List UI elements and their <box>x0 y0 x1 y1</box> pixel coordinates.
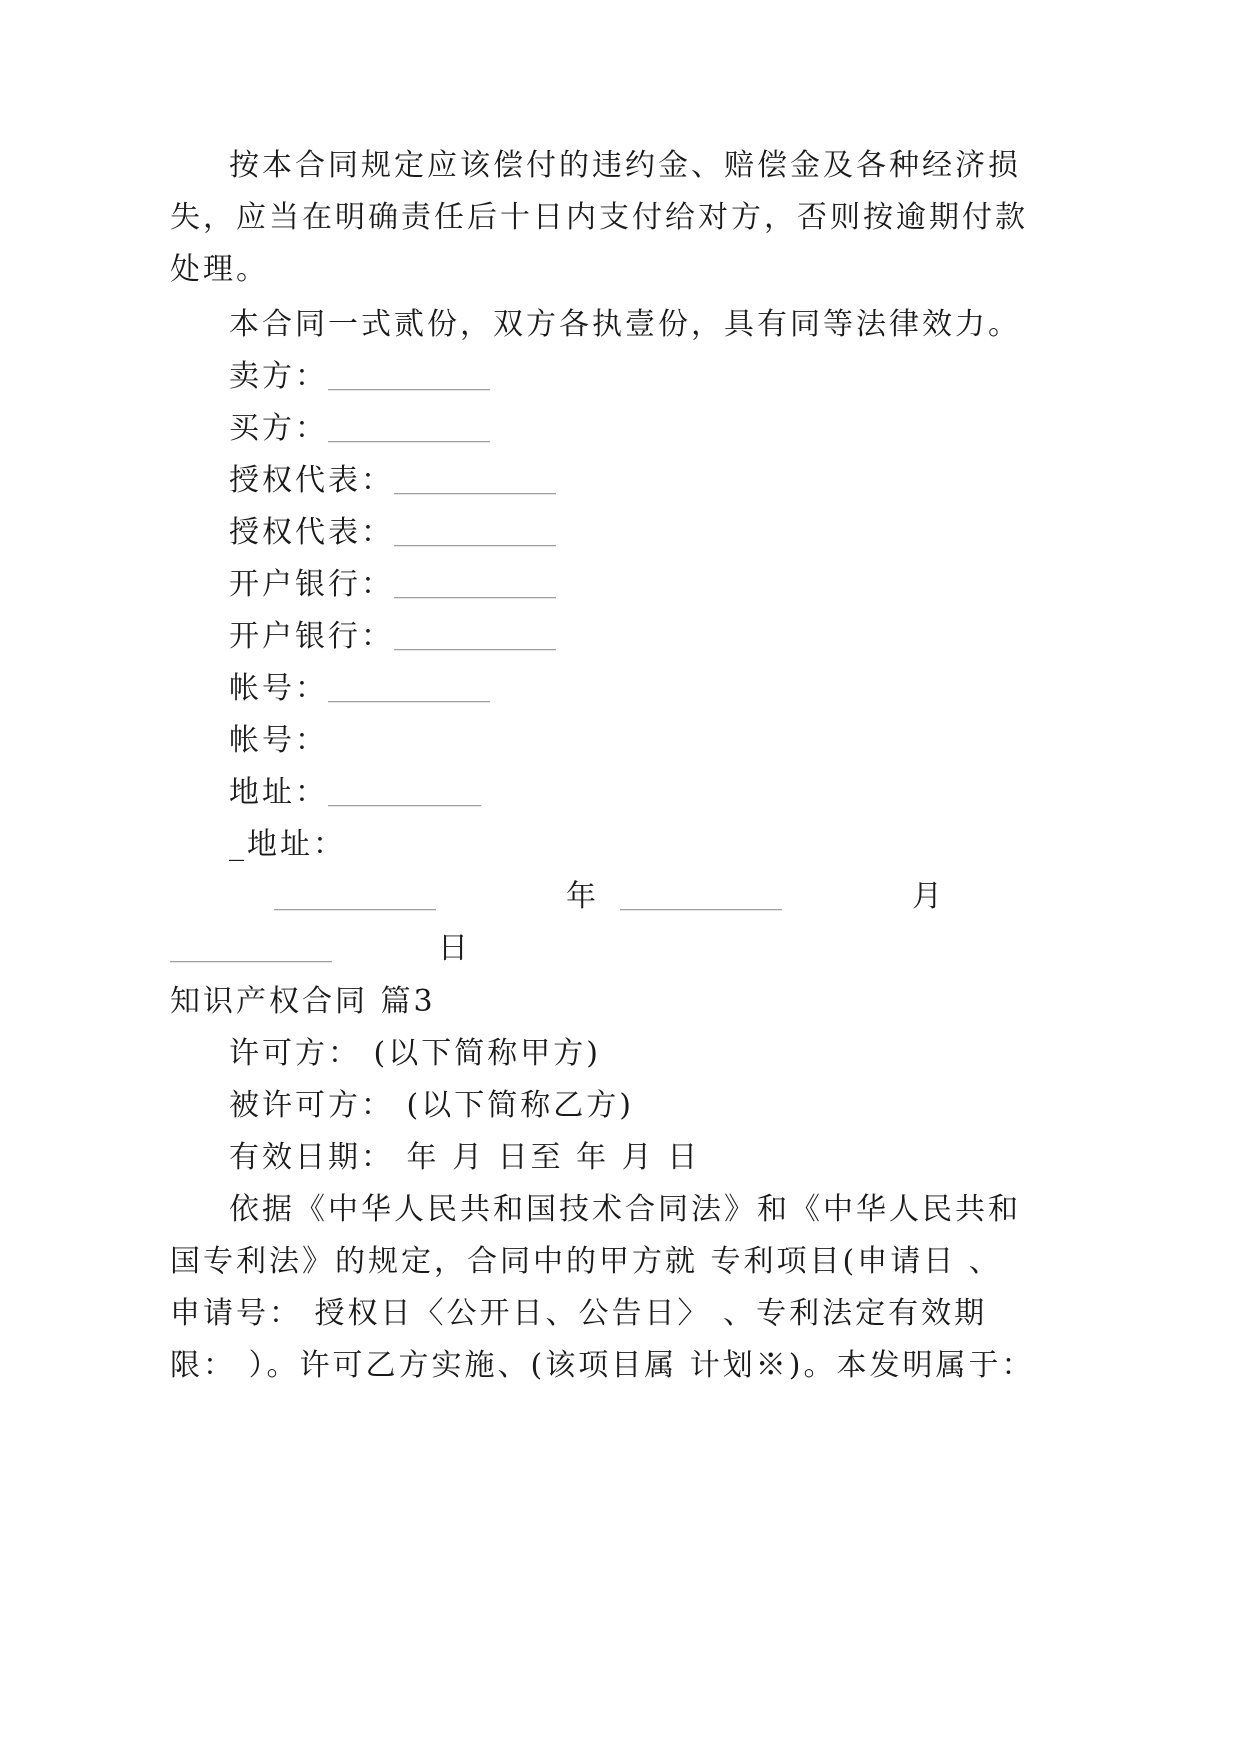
licensee-line: 被许可方： (以下简称乙方) <box>229 1088 634 1123</box>
date-year-blank: __________________ <box>274 890 436 911</box>
account-label-2: 帐号： <box>229 723 328 758</box>
representative-field-2 <box>229 513 556 557</box>
address-field-1 <box>229 773 481 817</box>
paragraph-basis-line-1: 依据《中华人民共和国技术合同法》和《中华人民共和 <box>229 1192 1021 1227</box>
representative-label-1: 授权代表： <box>229 463 394 498</box>
paragraph-copies: 本合同一式贰份，双方各执壹份，具有同等法律效力。 <box>229 307 1021 342</box>
representative-blank-1: __________________ <box>394 474 556 495</box>
valid-date-line: 有效日期： 年 月 日至 年 月 日 <box>229 1140 701 1175</box>
bank-label-1: 开户银行： <box>229 567 394 602</box>
seller-blank: __________________ <box>328 370 490 391</box>
bank-blank-1: __________________ <box>394 578 556 599</box>
date-month-label: 月 <box>912 879 945 914</box>
date-month-blank: __________________ <box>620 890 782 911</box>
date-year-label: 年 <box>566 879 599 914</box>
buyer-blank: __________________ <box>328 422 490 443</box>
address-field-2 <box>229 825 346 865</box>
buyer-label: 买方： <box>229 411 328 446</box>
seller-label: 卖方： <box>229 359 328 394</box>
date-day-label: 日 <box>438 931 471 966</box>
account-field-2 <box>229 721 328 761</box>
date-day-blank: __________________ <box>170 942 332 963</box>
account-blank-1: __________________ <box>328 682 490 703</box>
account-label-1: 帐号： <box>229 671 328 706</box>
paragraph-basis-line-4: 限： ）。许可乙方实施、(该项目属 计划※)。本发明属于： <box>170 1348 1035 1383</box>
paragraph-penalty-line-3: 处理。 <box>170 252 269 287</box>
paragraph-basis-line-2: 国专利法》的规定，合同中的甲方就 专利项目(申请日 、 <box>170 1244 1002 1279</box>
bank-field-1 <box>229 565 556 609</box>
address-label-2: _地址： <box>229 827 346 862</box>
bank-blank-2: __________________ <box>394 630 556 651</box>
account-field-1 <box>229 669 490 713</box>
representative-label-2: 授权代表： <box>229 515 394 550</box>
address-label-1: 地址： <box>229 775 328 810</box>
bank-field-2 <box>229 617 556 661</box>
buyer-field <box>229 409 490 453</box>
paragraph-penalty-line-1: 按本合同规定应该偿付的违约金、赔偿金及各种经济损 <box>229 148 1021 183</box>
bank-label-2: 开户银行： <box>229 619 394 654</box>
seller-field <box>229 357 490 401</box>
paragraph-basis-line-3: 申请号： 授权日〈公开日、公告日〉 、专利法定有效期 <box>170 1296 988 1331</box>
representative-blank-2: __________________ <box>394 526 556 547</box>
representative-field-1 <box>229 461 556 505</box>
licensor-line: 许可方： (以下简称甲方) <box>229 1036 601 1071</box>
section-title: 知识产权合同 篇3 <box>170 984 436 1019</box>
paragraph-penalty-line-2: 失，应当在明确责任后十日内支付给对方，否则按逾期付款 <box>170 200 1028 235</box>
address-blank-1: _________________ <box>328 786 481 807</box>
